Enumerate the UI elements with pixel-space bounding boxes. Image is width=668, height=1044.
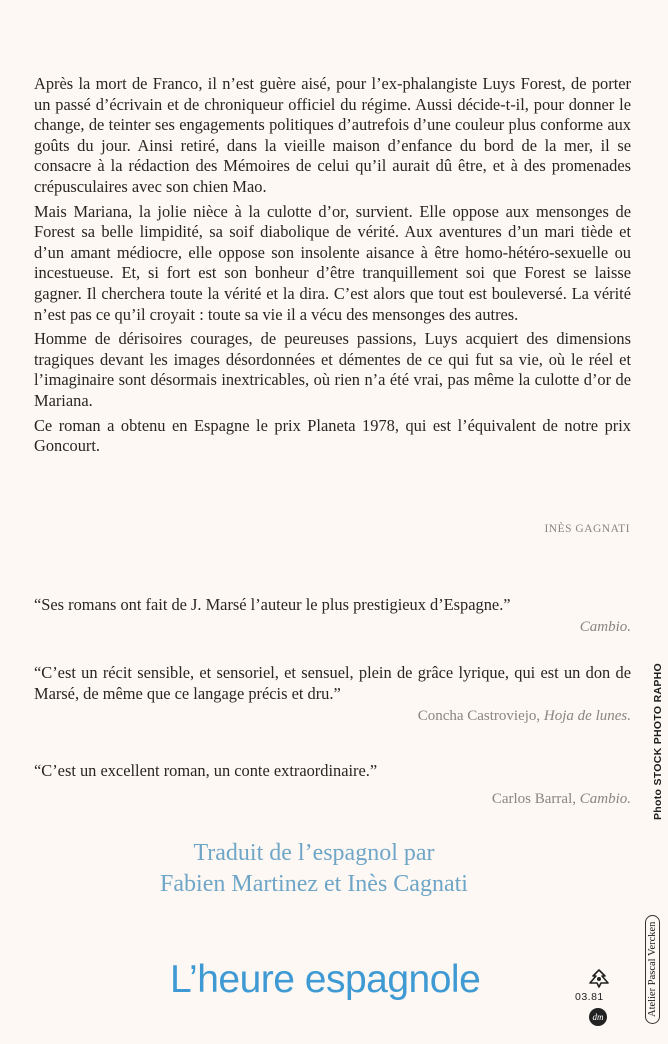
book-title: L’heure espagnole (170, 958, 481, 1001)
quote-text: “C’est un excellent roman, un conte extraordinaire.” (34, 761, 378, 780)
quote-publication: Cambio. (579, 791, 631, 807)
dm-logo-icon: dm (589, 1008, 607, 1026)
quote-publication: Hoja de lunes. (543, 708, 631, 724)
photo-credit: Photo STOCK PHOTO RAPHO (652, 662, 664, 820)
quote-publication: Cambio. (579, 619, 631, 635)
quote-text: “Ses romans ont fait de J. Marsé l’auteur le plus prestigieux d’Espagne.” (34, 595, 511, 614)
translator-line-2: Fabien Martinez et Inès Cagnati (160, 871, 468, 897)
blurb-paragraph: Mais Mariana, la jolie nièce à la culotte d’or, survient. Elle oppose aux mensonges de Forest sa belle limpidité, sa soif diabolique de vérité. Aux aventures d’un mari tiède et d’un amant médiocre, elle oppose son insolente aisance à être homo-hétéro-sexuelle ou incestueuse. Et, si fort est son bonheur d’être tranquillement soi que Forest se laisse gagner. Il cherchera toute la vérité et la dira. C’est alors que tout est bouleversé. La vérité n’est pas ce qu’il croyait : toute sa vie il a vécu des mensonges des autres. (34, 201, 631, 324)
quote-source (34, 617, 631, 638)
price-code: 03.81 (575, 991, 604, 1003)
press-quote (34, 662, 631, 727)
translator-credit (0, 838, 668, 900)
press-quote (34, 760, 631, 810)
quote-source (34, 706, 631, 727)
blurb-text (34, 74, 631, 461)
design-credit: Atelier Pascal Vercken (645, 915, 660, 1024)
translator-line-1: Traduit de l’espagnol par (193, 840, 435, 866)
blurb-signature: INÈS GAGNATI (544, 523, 630, 535)
press-quote (34, 594, 631, 638)
quote-author: Concha Castroviejo, (417, 708, 544, 724)
quote-text: “C’est un récit sensible, et sensoriel, et sensuel, plein de grâce lyrique, qui est un don de Marsé, de même que ce langage précis et dru.” (34, 663, 631, 703)
publisher-logo-icon (586, 968, 612, 988)
blurb-paragraph: Homme de dérisoires courages, de peureuses passions, Luys acquiert des dimensions tragiques devant les images désordonnées et démentes de ce qui fut sa vie, où le réel et l’imaginaire sont désormais inextricables, où rien n’a été vrai, pas même la culotte d’or de Mariana. (34, 329, 631, 410)
quote-author: Carlos Barral, (491, 791, 580, 807)
blurb-paragraph: Après la mort de Franco, il n’est guère aisé, pour l’ex-phalangiste Luys Forest, de porter un passé d’écrivain et de chroniqueur officiel du régime. Aussi décide-t-il, pour donner le change, de teinter ses engagements politiques d’autrefois d’une couleur plus conforme aux goûts du jour. Ainsi retiré, dans la vieille maison d’enfance du bord de la mer, il se consacre à la rédaction des Mémoires de celui qu’il aurait dû être, et à des promenades crépusculaires avec son chien Mao. (34, 74, 631, 196)
blurb-paragraph: Ce roman a obtenu en Espagne le prix Planeta 1978, qui est l’équivalent de notre prix Goncourt. (34, 415, 631, 456)
quote-source (34, 789, 631, 810)
